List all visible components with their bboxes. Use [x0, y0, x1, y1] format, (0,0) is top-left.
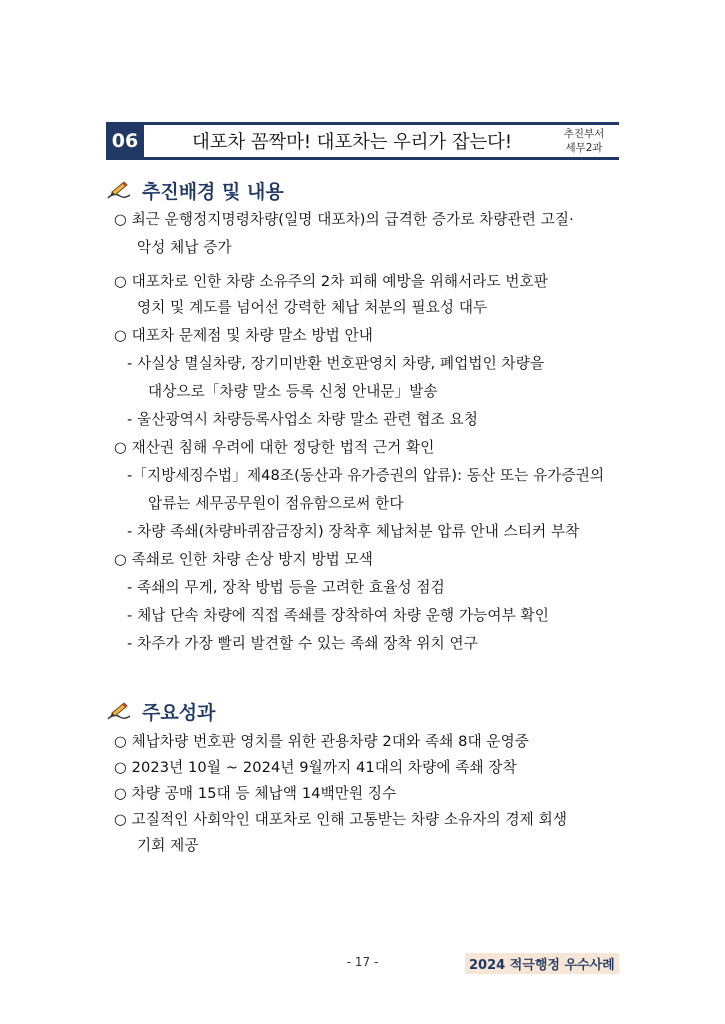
content-line: ○ 족쇄로 인한 차량 손상 방지 방법 모색: [114, 551, 373, 568]
content-line: ○ 체납차량 번호판 영치를 위한 관용차량 2대와 족쇄 8대 운영중: [114, 733, 529, 750]
content-line: ○ 차량 공매 15대 등 체납액 14백만원 징수: [114, 785, 397, 802]
section-title: 주요성과: [142, 701, 216, 724]
content-line: - 차주가 가장 빨리 발견할 수 있는 족쇄 장착 위치 연구: [127, 635, 478, 652]
content-line: 압류는 세무공무원이 점유함으로써 한다: [148, 495, 404, 512]
content-line: 악성 체납 증가: [137, 239, 232, 256]
section-header: [106, 122, 619, 160]
content-line: - 사실상 멸실차량, 장기미반환 번호판영치 차량, 폐업법인 차량을: [127, 355, 545, 372]
content-line: ○ 재산권 침해 우려에 대한 정당한 법적 근거 확인: [114, 439, 435, 456]
pencil-writing-icon: [106, 699, 132, 723]
footer-tag: 2024 적극행정 우수사례: [465, 953, 619, 974]
dept-label-line1: 추진부서: [563, 128, 605, 140]
content-line: - 족쇄의 무게, 장착 방법 등을 고려한 효율성 점검: [127, 579, 445, 596]
pencil-writing-icon: [106, 178, 132, 202]
department-label: [557, 127, 611, 155]
content-line: - 울산광역시 차량등록사업소 차량 말소 관련 협조 요청: [127, 411, 478, 428]
content-line: ○ 최근 운행정지명령차량(일명 대포차)의 급격한 증가로 차량관련 고질·: [114, 211, 574, 228]
content-line: ○ 고질적인 사회악인 대포차로 인해 고통받는 차량 소유자의 경제 회생: [114, 811, 568, 828]
content-line: -「지방세징수법」제48조(동산과 유가증권의 압류): 동산 또는 유가증권의: [127, 467, 605, 484]
section-heading-background: [106, 176, 284, 204]
dept-label-line2: 세무2과: [565, 142, 603, 154]
content-line: ○ 2023년 10월 ~ 2024년 9월까지 41대의 차량에 족쇄 장착: [114, 759, 517, 776]
section-number: 06: [106, 125, 144, 157]
page-title: 대포차 꼼짝마! 대포차는 우리가 잡는다!: [192, 132, 512, 153]
content-line: ○ 대포차 문제점 및 차량 말소 방법 안내: [114, 327, 373, 344]
content-line: 영치 및 계도를 넘어선 강력한 체납 처분의 필요성 대두: [137, 299, 488, 316]
content-line: 대상으로「차량 말소 등록 신청 안내문」발송: [148, 383, 438, 400]
section-title: 추진배경 및 내용: [142, 180, 284, 203]
content-line: - 차량 족쇄(차량바퀴잠금장치) 장착후 체납처분 압류 안내 스티커 부착: [127, 523, 580, 540]
content-line: 기회 제공: [137, 837, 199, 854]
content-line: - 체납 단속 차량에 직접 족쇄를 장착하여 차량 운행 가능여부 확인: [127, 607, 549, 624]
content-line: ○ 대포차로 인한 차량 소유주의 2차 피해 예방을 위해서라도 번호판: [114, 273, 549, 290]
page-number: - 17 -: [346, 955, 379, 969]
section-heading-results: [106, 697, 215, 725]
